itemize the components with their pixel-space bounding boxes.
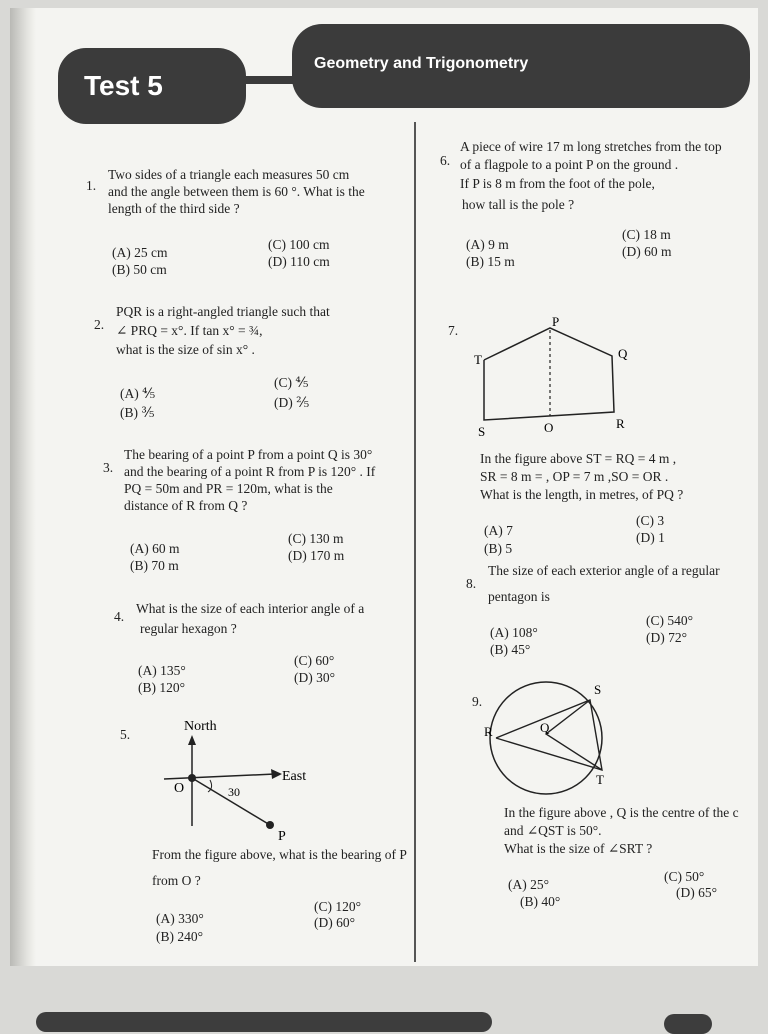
q9-label-q: Q — [540, 720, 550, 735]
q6-option-d: (D) 60 m — [622, 244, 672, 259]
q2-option-d: (D) ⅖ — [274, 395, 310, 410]
q9-circle-figure — [482, 680, 622, 800]
q3-line-4: distance of R from Q ? — [124, 498, 248, 513]
q2-option-a: (A) ⅘ — [120, 386, 156, 401]
q3-option-b: (B) 70 m — [130, 558, 179, 573]
q2-line-3: what is the size of sin x° . — [116, 342, 255, 357]
topic-banner: Geometry and Trigonometry — [292, 24, 750, 108]
q5-option-b: (B) 240° — [156, 929, 204, 944]
q1-option-b: (B) 50 cm — [112, 262, 167, 277]
q7-number: 7. — [448, 323, 459, 338]
q5-angle-label: 30 — [228, 785, 240, 799]
q6-option-c: (C) 18 m — [622, 227, 671, 242]
q8-option-d: (D) 72° — [646, 630, 688, 645]
q9-label-t: T — [596, 772, 604, 787]
q7-label-q: Q — [618, 346, 628, 361]
q7-option-c: (C) 3 — [636, 513, 665, 528]
q8-option-c: (C) 540° — [646, 613, 694, 628]
q8-line-1: The size of each exterior angle of a regular — [488, 563, 720, 578]
q5-line-2: from O ? — [152, 873, 201, 888]
q8-line-2: pentagon is — [488, 589, 550, 604]
q1-number: 1. — [86, 178, 97, 193]
q9-line-2: and ∠QST is 50°. — [504, 823, 602, 838]
q2-number: 2. — [94, 317, 105, 332]
q6-line-1: A piece of wire 17 m long stretches from the top — [460, 139, 722, 154]
q7-label-o: O — [544, 420, 554, 435]
q5-east-label: East — [282, 769, 307, 784]
q8-option-a: (A) 108° — [490, 625, 538, 640]
q5-number: 5. — [120, 727, 131, 742]
next-page-badge-edge — [664, 1014, 712, 1034]
q4-option-b: (B) 120° — [138, 680, 186, 695]
header-connector — [244, 76, 294, 84]
q2-option-b: (B) ⅗ — [120, 405, 155, 420]
q6-line-3: If P is 8 m from the foot of the pole, — [460, 176, 655, 191]
q9-option-b: (B) 40° — [520, 894, 561, 909]
q5-origin-label: O — [174, 781, 185, 796]
q9-line-1: In the figure above , Q is the centre of the c — [504, 805, 739, 820]
q5-east-axis — [164, 774, 275, 779]
page-shadow — [10, 8, 36, 966]
q5-bearing-figure — [150, 708, 350, 848]
q6-line-2: of a flagpole to a point P on the ground . — [460, 157, 679, 172]
q3-option-d: (D) 170 m — [288, 548, 345, 563]
q7-label-r: R — [616, 416, 625, 431]
q3-option-c: (C) 130 m — [288, 531, 344, 546]
test-label-badge: Test 5 — [58, 48, 246, 124]
q5-point-p — [266, 821, 274, 829]
q3-line-1: The bearing of a point P from a point Q is 30° — [124, 447, 373, 462]
q7-option-a: (A) 7 — [484, 523, 513, 538]
q1-line-2: and the angle between them is 60 °. What is the — [108, 184, 365, 199]
q9-option-a: (A) 25° — [508, 877, 550, 892]
q3-line-3: PQ = 50m and PR = 120m, what is the — [124, 481, 333, 496]
q1-line-3: length of the third side ? — [108, 201, 240, 216]
q7-line-1: In the figure above ST = RQ = 4 m , — [480, 451, 677, 466]
q6-line-4: how tall is the pole ? — [462, 197, 575, 212]
q9-label-s: S — [594, 682, 602, 697]
q8-option-b: (B) 45° — [490, 642, 531, 657]
q2-line-1: PQR is a right-angled triangle such that — [116, 304, 330, 319]
q7-pentagon-figure — [472, 312, 642, 442]
q4-option-a: (A) 135° — [138, 663, 186, 678]
q2-line-2: ∠ PRQ = x°. If tan x° = ¾, — [116, 323, 263, 338]
q9-number: 9. — [472, 694, 483, 709]
q3-line-2: and the bearing of a point R from P is 120° . If — [124, 464, 376, 479]
q6-option-b: (B) 15 m — [466, 254, 515, 269]
q2-option-c: (C) ⅘ — [274, 375, 309, 390]
q7-pentagon-outline — [484, 328, 614, 420]
q5-east-arrow — [271, 769, 282, 779]
q6-option-a: (A) 9 m — [466, 237, 509, 252]
q9-line-3: What is the size of ∠SRT ? — [504, 841, 653, 856]
q5-option-c: (C) 120° — [314, 899, 362, 914]
next-page-banner-edge — [36, 1012, 492, 1032]
q7-label-p: P — [552, 314, 560, 329]
q9-radii — [546, 700, 602, 770]
q5-north-arrow — [188, 735, 196, 745]
q9-circle — [490, 682, 602, 794]
q7-label-s: S — [478, 424, 486, 439]
q6-number: 6. — [440, 153, 451, 168]
q5-p-label: P — [278, 829, 286, 844]
q4-option-d: (D) 30° — [294, 670, 336, 685]
q9-option-c: (C) 50° — [664, 869, 705, 884]
q5-option-a: (A) 330° — [156, 911, 204, 926]
q4-line-2: regular hexagon ? — [140, 621, 237, 636]
q8-number: 8. — [466, 576, 477, 591]
q7-option-b: (B) 5 — [484, 541, 513, 556]
q3-option-a: (A) 60 m — [130, 541, 180, 556]
q1-line-1: Two sides of a triangle each measures 50 cm — [108, 167, 350, 182]
q5-north-label: North — [184, 719, 217, 734]
q1-option-c: (C) 100 cm — [268, 237, 330, 252]
q5-option-d: (D) 60° — [314, 915, 356, 930]
q4-option-c: (C) 60° — [294, 653, 335, 668]
q4-number: 4. — [114, 609, 125, 624]
column-divider — [414, 122, 416, 962]
q3-number: 3. — [103, 460, 114, 475]
q9-label-r: R — [484, 724, 493, 739]
q7-label-t: T — [474, 352, 482, 367]
q1-option-a: (A) 25 cm — [112, 245, 168, 260]
q1-option-d: (D) 110 cm — [268, 254, 330, 269]
q7-option-d: (D) 1 — [636, 530, 665, 545]
q7-line-3: What is the length, in metres, of PQ ? — [480, 487, 684, 502]
q9-option-d: (D) 65° — [676, 885, 718, 900]
q7-line-2: SR = 8 m = , OP = 7 m ,SO = OR . — [480, 469, 669, 484]
q5-line-1: From the figure above, what is the bearing of P — [152, 847, 407, 862]
q4-line-1: What is the size of each interior angle of a — [136, 601, 365, 616]
